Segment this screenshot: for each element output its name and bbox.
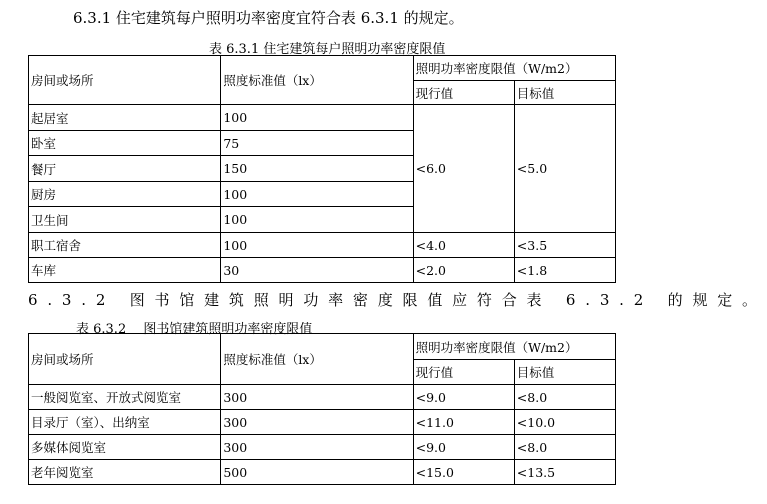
table-row: [29, 385, 616, 410]
table-6-3-1-caption: 表 6.3.1 住宅建筑每户照明功率密度限值: [209, 42, 446, 57]
room-cell: 卧室: [29, 131, 221, 156]
current-value-merged-cell: <6.0: [413, 105, 514, 233]
table-row: [29, 435, 616, 460]
clause-6-3-2-text: 6.3.2 图书馆建筑照明功率密度限值应符合表 6.3.2 的规定。: [28, 291, 767, 309]
current-value-cell: <2.0: [413, 258, 514, 283]
table-6-3-2-caption: 表 6.3.2 图书馆建筑照明功率密度限值: [76, 322, 313, 337]
target-value-cell: <10.0: [514, 410, 615, 435]
illuminance-cell: 100: [221, 233, 413, 258]
header-lpd-limit: 照明功率密度限值（W/m2）: [413, 56, 615, 81]
target-value-cell: <8.0: [514, 435, 615, 460]
illuminance-cell: 75: [221, 131, 413, 156]
target-value-cell: <8.0: [514, 385, 615, 410]
room-cell: 车库: [29, 258, 221, 283]
room-cell: 老年阅览室: [29, 460, 221, 485]
header-current-value: 现行值: [413, 81, 514, 105]
illuminance-cell: 300: [221, 410, 413, 435]
current-value-cell: <9.0: [413, 385, 514, 410]
table-6-3-2: [28, 333, 616, 485]
target-value-cell: <1.8: [514, 258, 615, 283]
table-row: [29, 460, 616, 485]
illuminance-cell: 300: [221, 385, 413, 410]
room-cell: 卫生间: [29, 207, 221, 233]
illuminance-cell: 100: [221, 182, 413, 207]
header-target-value: 目标值: [514, 360, 615, 385]
header-room: 房间或场所: [29, 56, 221, 105]
target-value-cell: <3.5: [514, 233, 615, 258]
room-cell: 职工宿舍: [29, 233, 221, 258]
room-cell: 餐厅: [29, 156, 221, 182]
illuminance-cell: 30: [221, 258, 413, 283]
room-cell: 多媒体阅览室: [29, 435, 221, 460]
table-row: [29, 258, 616, 283]
room-cell: 目录厅（室）、出纳室: [29, 410, 221, 435]
illuminance-cell: 150: [221, 156, 413, 182]
table-row: [29, 410, 616, 435]
current-value-cell: <4.0: [413, 233, 514, 258]
header-room: 房间或场所: [29, 334, 221, 385]
illuminance-cell: 100: [221, 207, 413, 233]
header-current-value: 现行值: [413, 360, 514, 385]
room-cell: 起居室: [29, 105, 221, 131]
header-illuminance: 照度标准值（lx）: [221, 56, 413, 105]
target-value-cell: <13.5: [514, 460, 615, 485]
room-cell: 厨房: [29, 182, 221, 207]
header-target-value: 目标值: [514, 81, 615, 105]
illuminance-cell: 300: [221, 435, 413, 460]
table-row: [29, 105, 616, 131]
header-illuminance: 照度标准值（lx）: [221, 334, 413, 385]
current-value-cell: <11.0: [413, 410, 514, 435]
current-value-cell: <15.0: [413, 460, 514, 485]
table-row: [29, 233, 616, 258]
illuminance-cell: 100: [221, 105, 413, 131]
target-value-merged-cell: <5.0: [514, 105, 615, 233]
clause-6-3-1-text: 6.3.1 住宅建筑每户照明功率密度宜符合表 6.3.1 的规定。: [73, 9, 464, 27]
table-6-3-1: [28, 55, 616, 283]
room-cell: 一般阅览室、开放式阅览室: [29, 385, 221, 410]
current-value-cell: <9.0: [413, 435, 514, 460]
header-lpd-limit: 照明功率密度限值（W/m2）: [413, 334, 615, 360]
illuminance-cell: 500: [221, 460, 413, 485]
